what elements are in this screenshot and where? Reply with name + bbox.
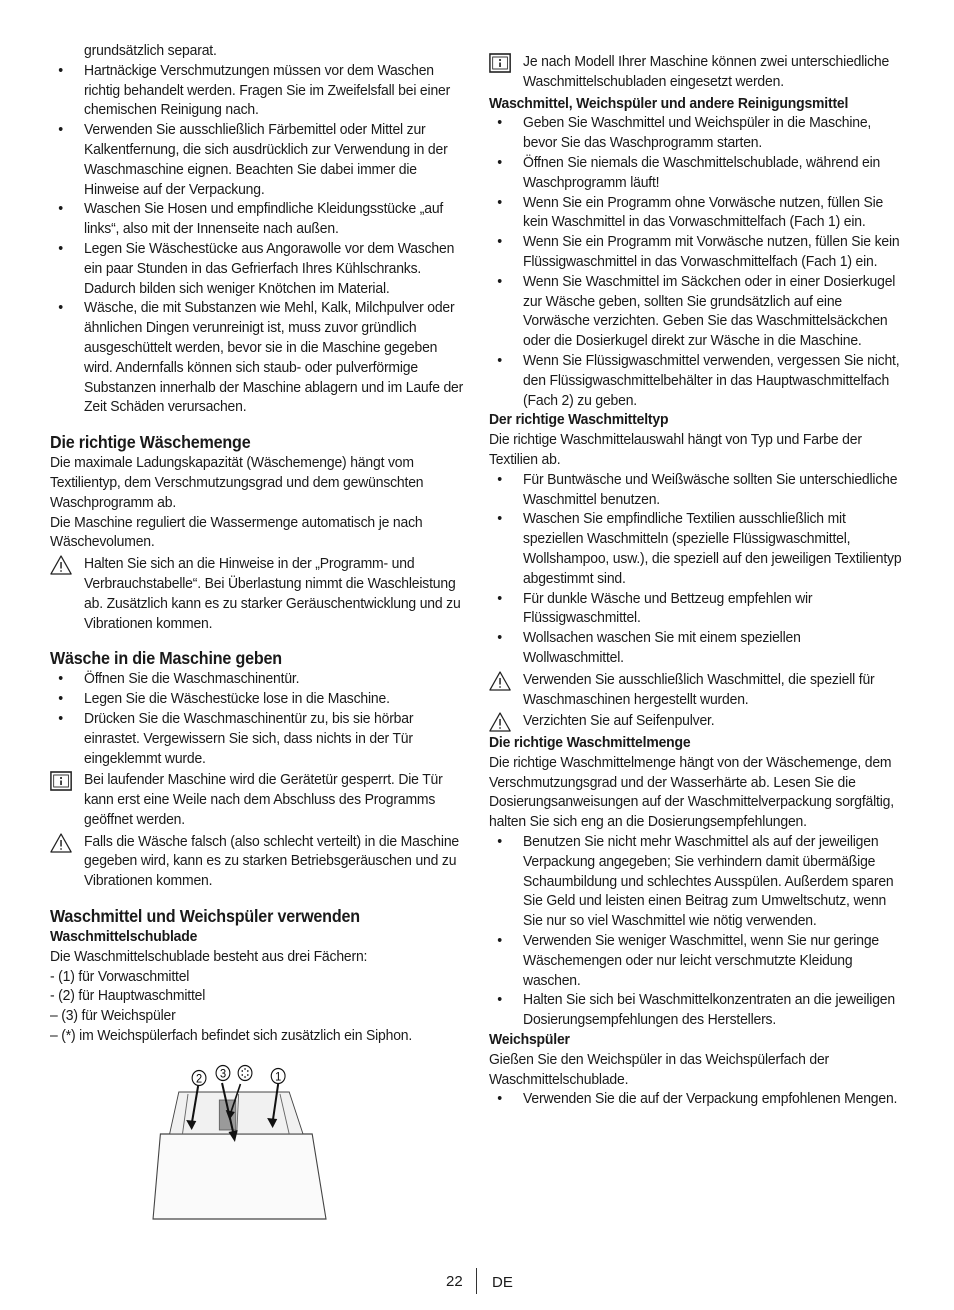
- siphon-symbol-icon: [238, 1065, 252, 1080]
- warning-icon: [489, 671, 511, 691]
- list-item: • Drücken Sie die Waschmaschinentür zu, bis sie hörbar einrastet. Vergewissern Sie sich, dass nichts in der Tür eingeklemmt wurde.: [50, 709, 464, 768]
- paragraph: Die maximale Ladungskapazität (Wäschemenge) hängt vom Textilientyp, dem Verschmutzungsgrad und dem gewünschten Waschprogramm ab.: [50, 454, 424, 511]
- info-note: [50, 770, 464, 829]
- warning-text: Verwenden Sie ausschließlich Waschmittel, die speziell für Waschmaschinen hergestellt wurden.: [523, 670, 875, 708]
- list-item: • Verwenden Sie die auf der Verpackung empfohlenen Mengen.: [489, 1089, 903, 1109]
- paragraph: Gießen Sie den Weichspüler in das Weichspülerfach der Waschmittelschublade.: [489, 1050, 830, 1088]
- subheading-reinigungsmittel: Waschmittel, Weichspüler und andere Reinigungsmittel: [489, 94, 849, 112]
- list-item: • Hartnäckige Verschmutzungen müssen vor dem Waschen richtig behandelt werden. Fragen Sie im Zweifelsfall bei einer chemischen Reinigung nach.: [50, 61, 464, 120]
- warning-text: Halten Sie sich an die Hinweise in der „Programm- und Verbrauchstabelle“. Bei Überlastung nimmt die Waschleistung ab. Zusätzlich kann es zu starker Geräuschentwicklung und zu Vibrationen kommen.: [84, 555, 461, 632]
- page-footer: [0, 1272, 954, 1294]
- warning-note: [489, 711, 903, 731]
- list-item: • Legen Sie Wäschestücke aus Angorawolle vor dem Waschen ein paar Stunden in das Gefrierfach Ihres Kühlschranks. Dadurch bilden sich weniger Knötchen im Material.: [50, 239, 464, 298]
- compartment-item: - (1) für Vorwaschmittel: [50, 967, 190, 985]
- info-icon: [489, 53, 511, 73]
- warning-note: [50, 554, 464, 633]
- warning-icon: [489, 712, 511, 732]
- paragraph: Die richtige Waschmittelmenge hängt von der Wäschemenge, dem Verschmutzungsgrad und der Wasserhärte ab. Lesen Sie die Dosierungsanweisungen auf der Waschmittelverpackung sorgfältig, halten Sie sich eng an die Dosierungsempfehlungen.: [489, 753, 894, 831]
- warning-text: Falls die Wäsche falsch (also schlecht verteilt) in die Maschine gegeben wird, kann es zu starken Betriebsgeräuschen und zu Vibrationen kommen.: [84, 832, 459, 890]
- paragraph: Die Waschmittelschublade besteht aus drei Fächern:: [50, 947, 368, 965]
- warning-text: Verzichten Sie auf Seifenpulver.: [523, 712, 715, 730]
- info-text: Je nach Modell Ihrer Maschine können zwei unterschiedliche Waschmittelschubladen eingesetzt werden.: [523, 53, 890, 90]
- detergent-drawer-figure: [151, 1064, 335, 1224]
- list-item: • Verwenden Sie ausschließlich Färbemittel oder Mittel zur Kalkentfernung, die sich ausdrücklich zur Verwendung in der Waschmaschine eignen. Beachten Sie dabei immer die Hinweise auf der Verpackung.: [50, 120, 464, 199]
- subheading-waschmitteltyp: Der richtige Waschmitteltyp: [489, 411, 669, 429]
- continued-text: grundsätzlich separat.: [84, 42, 217, 59]
- page-number: 22: [446, 1273, 463, 1290]
- heading-waeschemenge: Die richtige Wäschemenge: [50, 432, 251, 453]
- heading-waschmittel-verwenden: Waschmittel und Weichspüler verwenden: [50, 906, 360, 927]
- left-column: [50, 41, 464, 1224]
- list-item: • Wollsachen waschen Sie mit einem speziellen Wollwaschmittel.: [489, 628, 903, 668]
- label-2: 2: [196, 1072, 203, 1086]
- list-item: • Für dunkle Wäsche und Bettzeug empfehlen wir Flüssigwaschmittel.: [489, 589, 903, 629]
- list-item: • Verwenden Sie weniger Waschmittel, wenn Sie nur geringe Wäschemengen oder nur leicht verschmutzte Kleidung waschen.: [489, 931, 903, 990]
- warning-note: [50, 832, 464, 891]
- subheading-weichspueler: Weichspüler: [489, 1031, 570, 1049]
- list-item: • Wenn Sie Flüssigwaschmittel verwenden, vergessen Sie nicht, den Flüssigwaschmittelbehälter in das Hauptwaschmittelfach (Fach 2) zu geben.: [489, 351, 903, 410]
- info-text: Bei laufender Maschine wird die Gerätetür gesperrt. Die Tür kann erst eine Weile nach dem Abschluss des Programms geöffnet werden.: [84, 771, 443, 828]
- warning-icon: [50, 555, 72, 575]
- list-item: • Für Buntwäsche und Weißwäsche sollten Sie unterschiedliche Waschmittel benutzen.: [489, 470, 903, 510]
- label-1: 1: [275, 1070, 282, 1084]
- compartment-item: – (*) im Weichspülerfach befindet sich zusätzlich ein Siphon.: [50, 1027, 413, 1045]
- drawer-illustration: [151, 1064, 335, 1224]
- label-3: 3: [219, 1067, 226, 1081]
- paragraph: Die Maschine reguliert die Wassermenge automatisch je nach Wäschevolumen.: [50, 513, 423, 551]
- list-item: • Wenn Sie ein Programm mit Vorwäsche nutzen, füllen Sie kein Flüssigwaschmittel in das Vorwaschmittelfach (Fach 1) ein.: [489, 232, 903, 272]
- compartment-item: – (3) für Weichspüler: [50, 1007, 176, 1025]
- warning-note: [489, 670, 903, 710]
- list-item: • Waschen Sie Hosen und empfindliche Kleidungsstücke „auf links“, also mit der Innenseite nach außen.: [50, 199, 464, 239]
- list-item: • Waschen Sie empfindliche Textilien ausschließlich mit speziellen Waschmitteln (spezielle Flüssigwaschmittel, Wollshampoo, usw.), die speziell auf den jeweiligen Textilientyp abgestimmt sind.: [489, 509, 903, 588]
- list-item: • Legen Sie die Wäschestücke lose in die Maschine.: [50, 689, 464, 709]
- info-icon: [50, 771, 72, 791]
- paragraph: Die richtige Waschmittelauswahl hängt von Typ und Farbe der Textilien ab.: [489, 431, 862, 468]
- list-item: • Wenn Sie ein Programm ohne Vorwäsche nutzen, füllen Sie kein Waschmittel in das Vorwaschmittelfach (Fach 1) ein.: [489, 193, 903, 233]
- list-item: • Öffnen Sie niemals die Waschmittelschublade, während ein Waschprogramm läuft!: [489, 153, 903, 193]
- footer-divider: [476, 1268, 477, 1294]
- list-item: • Halten Sie sich bei Waschmittelkonzentraten an die jeweiligen Dosierungsempfehlungen des Herstellers.: [489, 990, 903, 1030]
- heading-waesche-geben: Wäsche in die Maschine geben: [50, 648, 282, 669]
- right-column: [489, 41, 903, 1109]
- list-item: • Öffnen Sie die Waschmaschinentür.: [50, 669, 464, 689]
- compartment-item: - (2) für Hauptwaschmittel: [50, 987, 206, 1005]
- list-item: • Geben Sie Waschmittel und Weichspüler in die Maschine, bevor Sie das Waschprogramm starten.: [489, 113, 903, 153]
- list-item: • Wenn Sie Waschmittel im Säckchen oder in einer Dosierkugel zur Wäsche geben, sollten Sie grundsätzlich auf eine Vorwäsche verzichten. Geben Sie das Waschmittelsäckchen oder die Dosierkugel direkt zur Wäsche in die Maschine.: [489, 272, 903, 351]
- info-note: [489, 52, 903, 92]
- language-code: DE: [492, 1274, 513, 1291]
- list-item: • Benutzen Sie nicht mehr Waschmittel als auf der jeweiligen Verpackung angegeben; Sie verhindern damit übermäßige Schaumbildung und schlechtes Ausspülen. Außerdem sparen Sie Geld und leisten einen Beitrag zum Umweltschutz, wenn Sie nur so viel Waschmittel wie nötig verwenden.: [489, 832, 903, 931]
- warning-icon: [50, 833, 72, 853]
- subheading-schublade: Waschmittelschublade: [50, 928, 198, 946]
- list-item: • Wäsche, die mit Substanzen wie Mehl, Kalk, Milchpulver oder ähnlichen Dingen verunreinigt ist, muss zuvor gründlich ausgeschüttelt werden, bevor sie in die Maschine gegeben wird. Andernfalls können sich staub- oder pulverförmige Substanzen innerhalb der Maschine ablagern und im Laufe der Zeit Schäden verursachen.: [50, 298, 464, 417]
- subheading-waschmittelmenge: Die richtige Waschmittelmenge: [489, 734, 691, 752]
